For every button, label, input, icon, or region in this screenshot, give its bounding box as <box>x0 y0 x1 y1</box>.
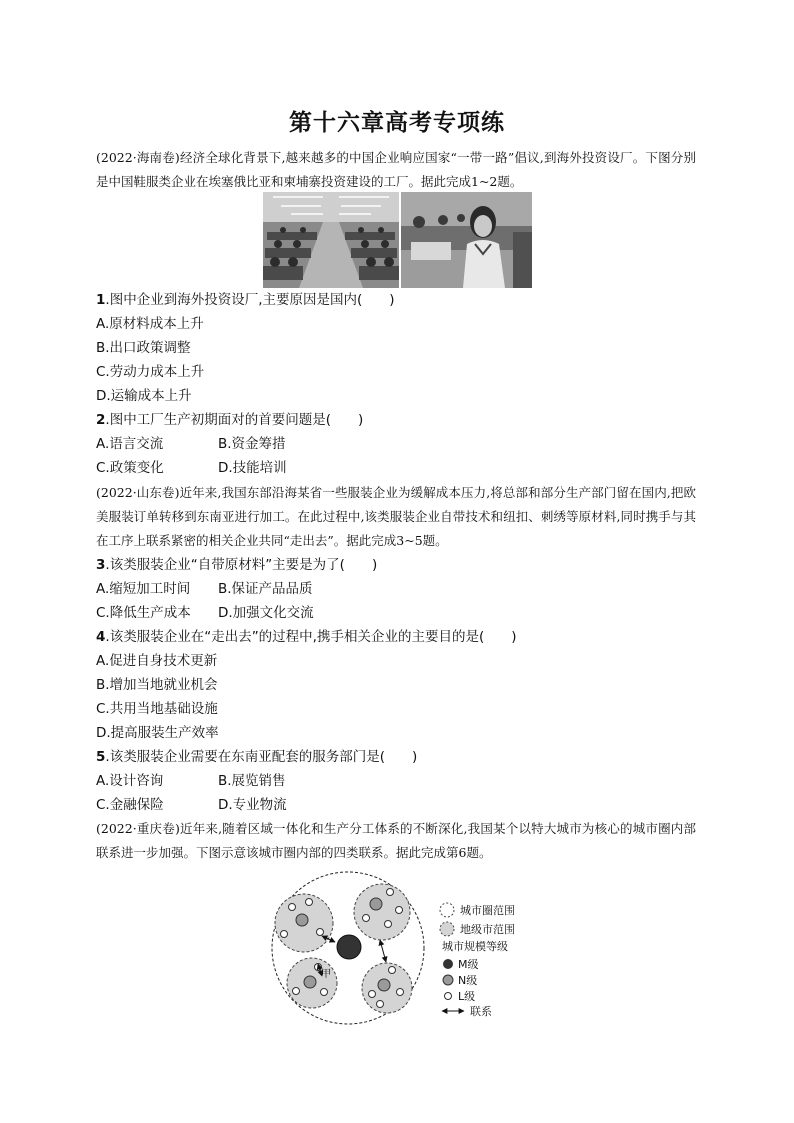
legend-l-swatch <box>445 993 452 1000</box>
prefecture-top-left <box>275 894 333 952</box>
question-3-stem <box>96 553 377 577</box>
question-text: .图中工厂生产初期面对的首要问题是( ) <box>105 412 364 428</box>
question-number: 5 <box>96 749 106 765</box>
q3-options-row-2 <box>96 601 314 625</box>
question-number: 1 <box>96 292 106 308</box>
q1-option-a[interactable]: A.原材料成本上升 <box>96 316 204 332</box>
q4-option-c[interactable]: C.共用当地基础设施 <box>96 701 218 717</box>
question-5-stem <box>96 745 417 769</box>
q4-option-b[interactable]: B.增加当地就业机会 <box>96 677 218 693</box>
q3-option-d[interactable]: D.加强文化交流 <box>218 605 314 621</box>
prefecture-top-right <box>354 884 410 940</box>
q1-option-b[interactable]: B.出口政策调整 <box>96 340 191 356</box>
q5-options-row-2 <box>96 793 287 817</box>
question-text: .该类服装企业“自带原材料”主要是为了( ) <box>105 557 378 573</box>
legend-l-level: L级 <box>458 990 476 1003</box>
question-2-stem <box>96 408 363 432</box>
question-text: .该类服装企业在“走出去”的过程中,携手相关企业的主要目的是( ) <box>105 629 517 645</box>
question-1-stem <box>96 288 395 312</box>
legend-circle-range-swatch <box>440 903 454 917</box>
question-number: 3 <box>96 557 106 573</box>
intro-chongqing: (2022·重庆卷)近年来,随着区域一体化和生产分工体系的不断深化,我国某个以特大城市为核心的城市圈内部联系进一步加强。下图示意该城市圈内部的四类联系。据此完成第6题。 <box>96 821 696 860</box>
link-arrow-2 <box>380 940 386 962</box>
legend-n-level: N级 <box>458 974 478 987</box>
question-number: 2 <box>96 412 106 428</box>
q5-option-c[interactable]: C.金融保险 <box>96 797 164 813</box>
legend-prefecture-swatch <box>440 922 454 936</box>
q3-option-a[interactable]: A.缩短加工时间 <box>96 581 191 597</box>
q5-option-a[interactable]: A.设计咨询 <box>96 773 164 789</box>
question-number: 4 <box>96 629 106 645</box>
q3-options-row-1 <box>96 577 313 601</box>
q5-option-d[interactable]: D.专业物流 <box>218 797 287 813</box>
prefecture-bottom-right <box>362 963 412 1013</box>
q4-option-d[interactable]: D.提高服装生产效率 <box>96 725 219 741</box>
q4-option-a[interactable]: A.促进自身技术更新 <box>96 653 218 669</box>
q2-option-d[interactable]: D.技能培训 <box>218 460 287 476</box>
question-text: .该类服装企业需要在东南亚配套的服务部门是( ) <box>105 749 418 765</box>
question-4-stem <box>96 625 517 649</box>
q2-options-row-1 <box>96 432 286 456</box>
question-text: .图中企业到海外投资设厂,主要原因是国内( ) <box>105 292 395 308</box>
page-title: 第十六章高考专项练 <box>289 110 505 136</box>
legend-circle-range: 城市圈范围 <box>460 904 515 917</box>
legend-scale-title: 城市规模等级 <box>442 940 508 953</box>
q2-option-a[interactable]: A.语言交流 <box>96 436 164 452</box>
diagram-legend <box>440 903 515 1018</box>
m-level-city <box>337 935 361 959</box>
q3-option-b[interactable]: B.保证产品品质 <box>218 581 313 597</box>
q1-option-c[interactable]: C.劳动力成本上升 <box>96 364 205 380</box>
legend-m-swatch <box>443 959 453 969</box>
intro-hainan: (2022·海南卷)经济全球化背景下,越来越多的中国企业响应国家“一带一路”倡议,到海外投资设厂。下图分别是中国鞋服类企业在埃塞俄比亚和柬埔寨投资建设的工厂。据此完成1~2题。 <box>96 150 696 189</box>
factory-photo-ethiopia <box>263 192 399 288</box>
legend-n-swatch <box>443 975 453 985</box>
city-circle-diagram <box>262 866 522 1028</box>
factory-photo-cambodia <box>401 192 532 288</box>
legend-m-level: M级 <box>458 958 479 971</box>
legend-link: 联系 <box>470 1005 492 1018</box>
marker-label-jia: 甲 <box>321 969 331 980</box>
intro-shandong: (2022·山东卷)近年来,我国东部沿海某省一些服装企业为缓解成本压力,将总部和部分生产部门留在国内,把欧美服装订单转移到东南亚进行加工。在此过程中,该类服装企业自带技术和纽扣、刺绣等原材料,同时携手与其在工序上联系紧密的相关企业共同“走出去”。据此完成3~5题。 <box>96 485 696 548</box>
prefecture-bottom-left <box>287 958 337 1008</box>
q2-option-c[interactable]: C.政策变化 <box>96 460 164 476</box>
legend-prefecture-range: 地级市范围 <box>460 923 515 936</box>
q5-options-row-1 <box>96 769 286 793</box>
q1-option-d[interactable]: D.运输成本上升 <box>96 388 192 404</box>
q5-option-b[interactable]: B.展览销售 <box>218 773 286 789</box>
q2-option-b[interactable]: B.资金筹措 <box>218 436 286 452</box>
q2-options-row-2 <box>96 456 287 480</box>
q3-option-c[interactable]: C.降低生产成本 <box>96 605 191 621</box>
